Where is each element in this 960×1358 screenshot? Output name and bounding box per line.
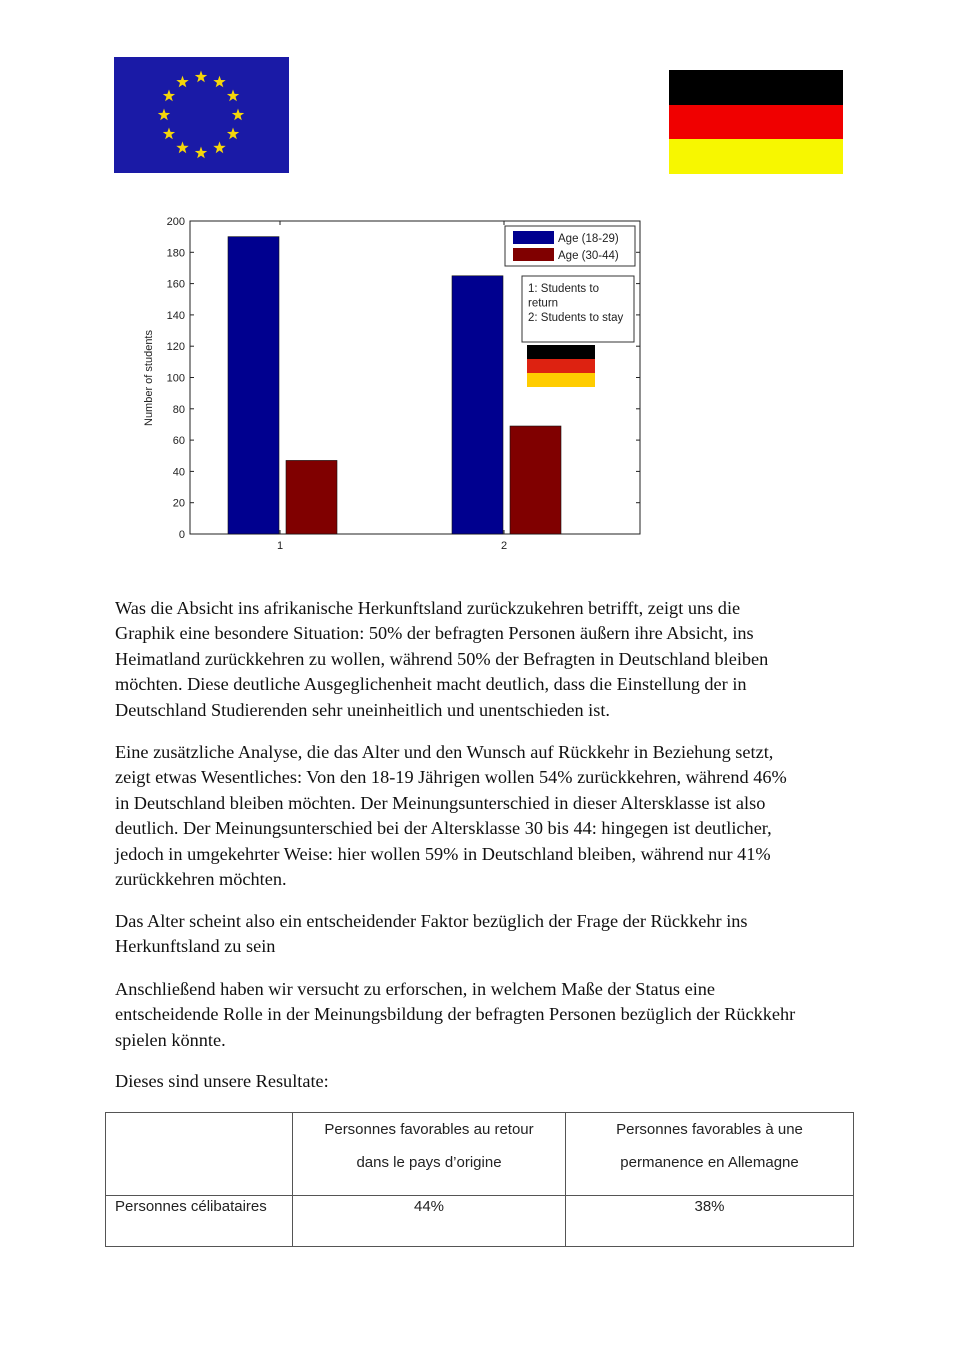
bar-chart (130, 210, 650, 560)
legend-label: Age (30-44) (558, 250, 619, 262)
star-icon (158, 109, 170, 121)
star-icon (195, 147, 207, 159)
text-line: Heimatland zurückkehren zu wollen, während 50% der Befragten in Deutschland bleiben (115, 648, 769, 669)
text-line: Anschließend haben wir versucht zu erforschen, in welchem Maße der Status eine (115, 979, 716, 999)
text-line: Herkunftsland zu sein (115, 936, 276, 957)
text-line: jedoch in umgekehrter Weise: hier wollen 59% in Deutschland bleiben, während nur 41% (115, 843, 771, 864)
table-header-row (106, 1113, 854, 1196)
star-icon (176, 141, 188, 153)
annotation-flag-stripe (527, 345, 595, 359)
star-icon (163, 90, 175, 102)
eu-flag (114, 57, 289, 173)
text-line: in Deutschland bleiben möchten. Der Meinungsunterschied in dieser Altersklasse ist also (115, 792, 766, 813)
paragraph-5 (115, 1069, 850, 1094)
text-line: Deutschland Studierenden sehr uneinheitlich und unentschieden ist. (115, 699, 610, 720)
german-flag (669, 70, 843, 174)
y-tick-label: 160 (166, 278, 185, 291)
bar-age-18-29-cat-1 (228, 237, 279, 534)
flag-stripe-black (669, 70, 843, 105)
star-icon (213, 76, 225, 88)
y-tick-label: 80 (172, 403, 185, 416)
star-icon (176, 76, 188, 88)
x-tick-label: 1 (276, 540, 284, 552)
text-line: permanence en Allemagne (620, 1154, 799, 1171)
bar-age-18-29-cat-2 (452, 276, 503, 534)
star-icon (213, 141, 225, 153)
text-line: entscheidende Rolle in der Meinungsbildung der befragten Personen bezüglich der Rückkehr (115, 1004, 796, 1025)
y-tick-label: 60 (172, 435, 185, 448)
y-tick-label: 140 (166, 309, 185, 322)
bar-age-30-44-cat-1 (286, 460, 337, 534)
text-line: Eine zusätzliche Analyse, die das Alter und den Wunsch auf Rückkehr in Beziehung setzt, (115, 742, 774, 762)
annotation-text: return (528, 297, 559, 310)
y-tick-label: 180 (166, 247, 185, 260)
table-cell-return: 44% (293, 1196, 566, 1247)
text-line: möchten. Diese deutliche Ausgeglichenheit macht deutlich, dass die Einstellung der in (115, 674, 747, 695)
star-icon (227, 128, 239, 140)
paragraph-3 (115, 909, 850, 960)
text-line: Personnes favorables au retour (324, 1121, 534, 1138)
annotation-text: 1: Students to (528, 283, 599, 295)
y-tick-label: 20 (172, 497, 185, 510)
y-tick-label: 40 (172, 466, 185, 479)
flag-stripe-red (669, 105, 843, 140)
text-line: Personnes favorables à une (616, 1121, 803, 1138)
text-line: spielen könnte. (115, 1029, 226, 1050)
y-axis-label: Number of students (143, 330, 155, 426)
text-line: deutlich. Der Meinungsunterschied bei der Altersklasse 30 bis 44: hingegen ist deutlicher, (115, 818, 772, 839)
bar-age-30-44-cat-2 (510, 426, 561, 534)
table-header-return (293, 1113, 566, 1196)
table-header-stay (566, 1113, 854, 1196)
table-cell-stay: 38% (566, 1196, 854, 1247)
annotation-flag-stripe (527, 373, 595, 387)
paragraph-1 (115, 596, 850, 723)
eu-stars-icon (114, 57, 289, 173)
annotation-flag-stripe (527, 359, 595, 373)
paragraph-2 (115, 740, 850, 892)
text-line: Dieses sind unsere Resultate: (115, 1071, 329, 1091)
flag-stripe-gold (669, 139, 843, 174)
legend-label: Age (18-29) (558, 233, 619, 245)
text-line: dans le pays d’origine (356, 1154, 502, 1171)
text-line: Was die Absicht ins afrikanische Herkunftsland zurückzukehren betrifft, zeigt uns die (115, 598, 741, 618)
y-tick-label: 120 (166, 341, 185, 354)
text-line: Das Alter scheint also ein entscheidender Faktor bezüglich der Frage der Rückkehr ins (115, 911, 748, 931)
table-header-empty (106, 1113, 293, 1196)
text-line: zeigt etwas Wesentliches: Von den 18-19 Jährigen wollen 54% zurückkehren, während 46% (115, 767, 787, 788)
results-table (105, 1112, 854, 1247)
star-icon (227, 90, 239, 102)
y-tick-label: 100 (166, 372, 185, 385)
table-row-label: Personnes célibataires (106, 1196, 293, 1247)
legend-swatch (513, 248, 554, 261)
table-row (106, 1196, 854, 1247)
star-icon (195, 71, 207, 83)
text-line: Graphik eine besondere Situation: 50% der befragten Personen äußern ihre Absicht, ins (115, 623, 754, 644)
text-line: zurückkehren möchten. (115, 869, 287, 890)
legend-swatch (513, 231, 554, 244)
y-tick-label: 0 (178, 529, 185, 541)
paragraph-4 (115, 977, 850, 1053)
annotation-text: 2: Students to stay (528, 312, 624, 324)
star-icon (163, 128, 175, 140)
y-tick-label: 200 (166, 216, 185, 228)
x-tick-label: 2 (500, 540, 508, 552)
star-icon (232, 109, 244, 121)
